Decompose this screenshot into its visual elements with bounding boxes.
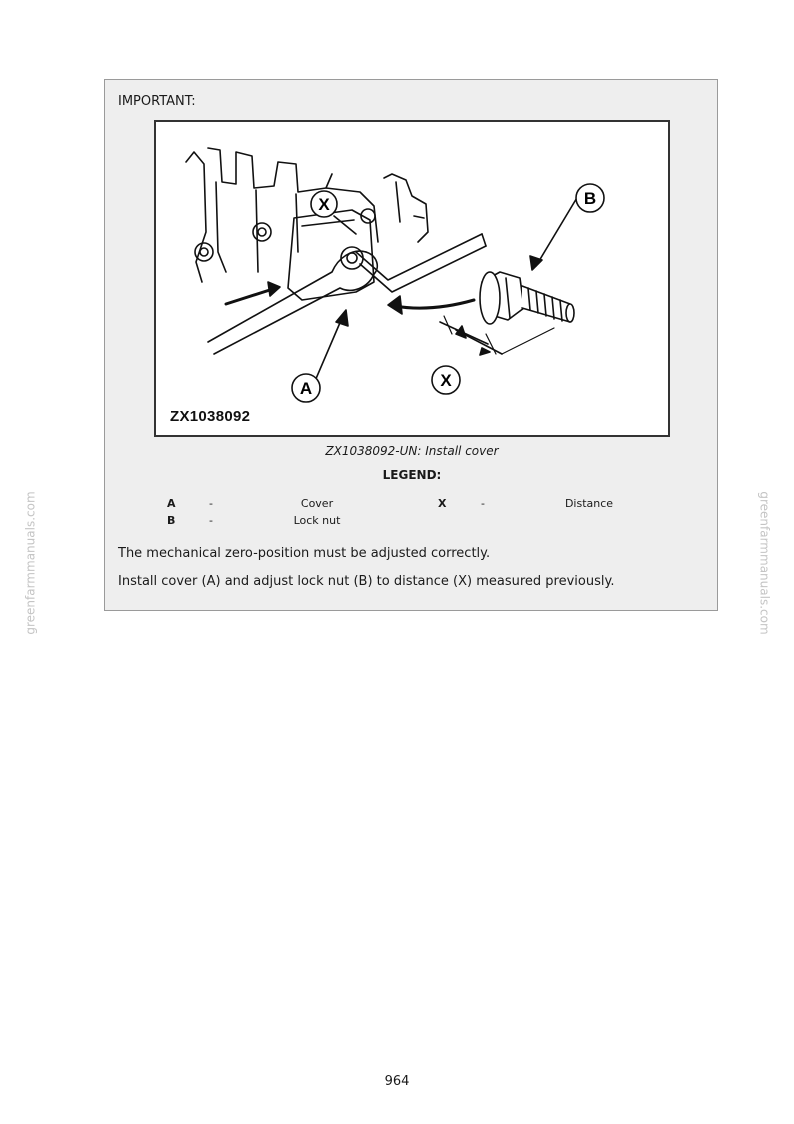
- legend-dash: -: [209, 497, 213, 510]
- legend-title: LEGEND:: [382, 468, 442, 482]
- figure-caption: ZX1038092-UN: Install cover: [325, 444, 499, 458]
- legend-dash: -: [481, 497, 485, 510]
- watermark-right: greenfarmmanuals.com: [757, 491, 772, 635]
- legend-key: X: [438, 497, 447, 510]
- callout-a: A: [299, 379, 313, 398]
- note-heading: IMPORTANT:: [118, 94, 196, 109]
- page-number: 964: [384, 1074, 410, 1089]
- callout-b: B: [583, 189, 597, 208]
- legend-key: B: [167, 514, 176, 527]
- paragraph-install-cover: Install cover (A) and adjust lock nut (B) to distance (X) measured previously.: [118, 574, 615, 589]
- install-cover-illustration: [156, 122, 668, 435]
- legend-item-x: [105, 497, 719, 511]
- legend-description: Distance: [564, 497, 614, 510]
- legend-item-b: [105, 514, 719, 528]
- callout-x-top: X: [318, 195, 330, 214]
- legend-description: Cover: [300, 497, 334, 510]
- legend-key: A: [167, 497, 176, 510]
- watermark-left: greenfarmmanuals.com: [23, 491, 38, 635]
- callout-x-bottom: X: [440, 371, 452, 390]
- legend-description: Lock nut: [293, 514, 341, 527]
- important-note-box: [104, 79, 718, 611]
- figure-id-label: ZX1038092: [170, 408, 251, 425]
- paragraph-zero-position: The mechanical zero-position must be adjusted correctly.: [118, 546, 491, 561]
- install-cover-figure: [154, 120, 670, 437]
- legend-dash: -: [209, 514, 213, 527]
